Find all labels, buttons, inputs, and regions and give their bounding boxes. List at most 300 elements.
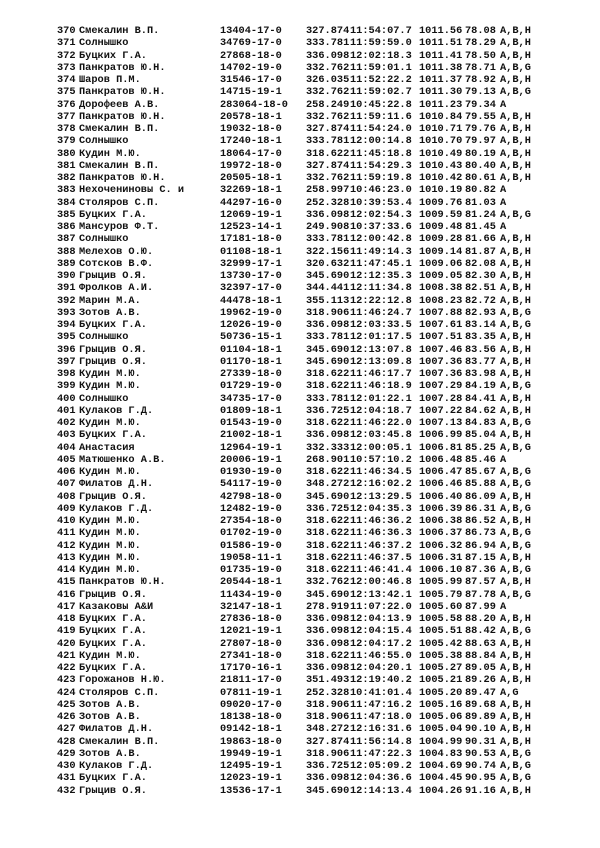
- categories: A,B,H: [500, 110, 531, 123]
- row-number: 406: [57, 466, 76, 478]
- arrival-time: 12:04:15.4: [350, 625, 412, 638]
- arrival-time: 12:04:35.3: [350, 502, 412, 515]
- arrival-time: 11:54:29.3: [350, 159, 412, 172]
- categories: A,B,H: [500, 270, 531, 282]
- arrival-time: 11:46:41.4: [350, 564, 412, 576]
- categories: A,B,H: [500, 25, 531, 37]
- results-list: [0, 25, 600, 797]
- result-row: [0, 540, 600, 552]
- ring-number: 32147-18-1: [220, 600, 282, 613]
- speed: 1007.36: [419, 368, 463, 380]
- ring-number: 21002-18-1: [220, 429, 282, 442]
- speed: 1010.84: [419, 110, 463, 123]
- row-number: 421: [57, 649, 76, 662]
- row-number: 372: [57, 49, 76, 62]
- result-row: [0, 184, 600, 196]
- owner-name: Смекалин В.П.: [79, 159, 160, 172]
- owner-name: Грыцив О.Я.: [79, 270, 147, 282]
- arrival-time: 11:45:18.8: [350, 147, 412, 160]
- owner-name: Зотов А.В.: [79, 306, 141, 319]
- result-row: [0, 344, 600, 356]
- distance: 268.901: [306, 453, 350, 466]
- percent: 87.15: [465, 551, 496, 564]
- percent: 90.74: [465, 760, 496, 772]
- categories: A,B,H: [500, 404, 531, 417]
- row-number: 429: [57, 747, 76, 760]
- row-number: 407: [57, 478, 76, 491]
- owner-name: Кудин М.Ю.: [79, 147, 141, 160]
- percent: 85.88: [465, 478, 496, 491]
- owner-name: Зотов А.В.: [79, 698, 141, 711]
- percent: 87.36: [465, 564, 496, 576]
- percent: 85.25: [465, 441, 496, 454]
- result-row: [0, 650, 600, 662]
- speed: 1006.99: [419, 429, 463, 442]
- owner-name: Кудин М.Ю.: [79, 417, 141, 429]
- speed: 1010.19: [419, 184, 463, 197]
- percent: 89.05: [465, 662, 496, 674]
- result-row: [0, 760, 600, 772]
- ring-number: 12523-14-1: [220, 221, 282, 233]
- arrival-time: 12:03:33.5: [350, 319, 412, 331]
- ring-number: 01586-19-0: [220, 539, 282, 552]
- speed: 1005.20: [419, 686, 463, 699]
- row-number: 403: [57, 429, 76, 442]
- distance: 333.781: [306, 331, 350, 344]
- owner-name: Нехочениновы С. и: [79, 184, 185, 197]
- categories: A,B,H: [500, 355, 531, 368]
- ring-number: 13536-17-1: [220, 784, 282, 797]
- distance: 345.690: [306, 270, 350, 282]
- percent: 82.30: [465, 270, 496, 282]
- owner-name: Грыцив О.Я.: [79, 588, 147, 601]
- owner-name: Грыцив О.Я.: [79, 784, 147, 797]
- percent: 85.04: [465, 429, 496, 442]
- distance: 345.690: [306, 784, 350, 797]
- owner-name: Буцких Г.А.: [79, 625, 147, 638]
- categories: A,B,G: [500, 208, 531, 221]
- categories: A,B,H: [500, 429, 531, 442]
- ring-number: 283064-18-0: [220, 98, 288, 111]
- arrival-time: 11:52:22.2: [350, 74, 412, 86]
- arrival-time: 11:46:55.0: [350, 649, 412, 662]
- arrival-time: 11:59:01.1: [350, 61, 412, 74]
- distance: 333.781: [306, 37, 350, 50]
- row-number: 427: [57, 723, 76, 736]
- ring-number: 20006-19-1: [220, 453, 282, 466]
- owner-name: Зотов А.В.: [79, 711, 141, 723]
- distance: 348.272: [306, 478, 350, 491]
- owner-name: Буцких Г.А.: [79, 613, 147, 625]
- ring-number: 19972-18-0: [220, 159, 282, 172]
- distance: 336.098: [306, 208, 350, 221]
- owner-name: Кудин М.Ю.: [79, 515, 141, 527]
- ring-number: 01702-19-0: [220, 527, 282, 540]
- ring-number: 01108-18-1: [220, 245, 282, 258]
- arrival-time: 12:04:20.1: [350, 662, 412, 674]
- result-row: [0, 785, 600, 797]
- percent: 80.82: [465, 184, 496, 197]
- distance: 355.113: [306, 294, 350, 307]
- arrival-time: 10:57:10.2: [350, 453, 412, 466]
- row-number: 390: [57, 270, 76, 282]
- ring-number: 11434-19-0: [220, 588, 282, 601]
- percent: 84.19: [465, 380, 496, 393]
- ring-number: 32999-17-1: [220, 257, 282, 270]
- ring-number: 12021-19-1: [220, 625, 282, 638]
- owner-name: Буцких Г.А.: [79, 319, 147, 331]
- ring-number: 27354-18-0: [220, 515, 282, 527]
- speed: 1006.37: [419, 527, 463, 540]
- row-number: 426: [57, 711, 76, 723]
- distance: 348.272: [306, 723, 350, 736]
- categories: A,B,H: [500, 711, 531, 723]
- categories: A,B,H: [500, 723, 531, 736]
- distance: 318.622: [306, 368, 350, 380]
- owner-name: Филатов Д.Н.: [79, 723, 154, 736]
- result-row: [0, 527, 600, 539]
- distance: 327.874: [306, 123, 350, 135]
- result-row: [0, 711, 600, 723]
- owner-name: Грыцив О.Я.: [79, 490, 147, 503]
- arrival-time: 11:59:02.7: [350, 86, 412, 99]
- distance: 318.622: [306, 564, 350, 576]
- speed: 1010.71: [419, 123, 463, 135]
- distance: 345.690: [306, 490, 350, 503]
- percent: 79.76: [465, 123, 496, 135]
- result-row: [0, 282, 600, 294]
- speed: 1007.29: [419, 380, 463, 393]
- ring-number: 01104-18-1: [220, 343, 282, 356]
- percent: 85.46: [465, 453, 496, 466]
- percent: 86.94: [465, 539, 496, 552]
- row-number: 423: [57, 674, 76, 687]
- result-row: [0, 503, 600, 515]
- owner-name: Фролков А.И.: [79, 282, 154, 295]
- ring-number: 20505-18-1: [220, 172, 282, 184]
- arrival-time: 12:04:36.6: [350, 772, 412, 785]
- distance: 326.035: [306, 74, 350, 86]
- result-row: [0, 25, 600, 37]
- categories: A,B,H: [500, 245, 531, 258]
- speed: 1010.70: [419, 135, 463, 148]
- result-row: [0, 148, 600, 160]
- row-number: 387: [57, 233, 76, 246]
- ring-number: 34769-17-0: [220, 37, 282, 50]
- speed: 1007.28: [419, 392, 463, 405]
- result-row: [0, 380, 600, 392]
- arrival-time: 11:46:36.3: [350, 527, 412, 540]
- speed: 1006.31: [419, 551, 463, 564]
- speed: 1009.14: [419, 245, 463, 258]
- result-row: [0, 307, 600, 319]
- categories: A,B,H: [500, 343, 531, 356]
- distance: 336.098: [306, 625, 350, 638]
- ring-number: 12964-19-1: [220, 441, 282, 454]
- row-number: 404: [57, 441, 76, 454]
- arrival-time: 11:07:22.0: [350, 600, 412, 613]
- arrival-time: 11:46:22.0: [350, 417, 412, 429]
- row-number: 381: [57, 159, 76, 172]
- speed: 1006.32: [419, 539, 463, 552]
- owner-name: Кулаков Г.Д.: [79, 404, 154, 417]
- speed: 1004.83: [419, 747, 463, 760]
- percent: 79.55: [465, 110, 496, 123]
- ring-number: 19949-19-1: [220, 747, 282, 760]
- distance: 333.781: [306, 135, 350, 148]
- percent: 78.92: [465, 74, 496, 86]
- owner-name: Кудин М.Ю.: [79, 368, 141, 380]
- ring-number: 12482-19-0: [220, 502, 282, 515]
- row-number: 389: [57, 257, 76, 270]
- owner-name: Панкратов Ю.Н.: [79, 86, 166, 99]
- result-row: [0, 613, 600, 625]
- row-number: 385: [57, 208, 76, 221]
- categories: A,B,H: [500, 784, 531, 797]
- result-row: [0, 246, 600, 258]
- categories: A,B,H: [500, 159, 531, 172]
- arrival-time: 10:41:01.4: [350, 686, 412, 699]
- owner-name: Мансуров Ф.Т.: [79, 221, 160, 233]
- row-number: 378: [57, 123, 76, 135]
- ring-number: 54117-19-0: [220, 478, 282, 491]
- arrival-time: 12:01:17.5: [350, 331, 412, 344]
- percent: 90.95: [465, 772, 496, 785]
- owner-name: Солнышко: [79, 37, 129, 50]
- owner-name: Грыцив О.Я.: [79, 343, 147, 356]
- arrival-time: 12:04:17.2: [350, 637, 412, 650]
- speed: 1006.39: [419, 502, 463, 515]
- distance: 322.156: [306, 245, 350, 258]
- categories: A,B,G: [500, 319, 531, 331]
- arrival-time: 11:59:11.6: [350, 110, 412, 123]
- result-row: [0, 197, 600, 209]
- arrival-time: 12:13:29.5: [350, 490, 412, 503]
- arrival-time: 12:04:18.7: [350, 404, 412, 417]
- categories: A,B,G: [500, 527, 531, 540]
- distance: 351.493: [306, 674, 350, 687]
- owner-name: Буцких Г.А.: [79, 662, 147, 674]
- owner-name: Солнышко: [79, 331, 129, 344]
- percent: 81.03: [465, 196, 496, 209]
- categories: A,B,G: [500, 588, 531, 601]
- categories: A: [500, 221, 507, 233]
- distance: 333.781: [306, 392, 350, 405]
- categories: A,B,G: [500, 61, 531, 74]
- arrival-time: 11:56:14.8: [350, 735, 412, 748]
- percent: 86.52: [465, 515, 496, 527]
- categories: A,B,H: [500, 368, 531, 380]
- percent: 78.29: [465, 37, 496, 50]
- categories: A,B,H: [500, 233, 531, 246]
- ring-number: 18138-18-0: [220, 711, 282, 723]
- distance: 336.098: [306, 772, 350, 785]
- ring-number: 32269-18-1: [220, 184, 282, 197]
- percent: 78.71: [465, 61, 496, 74]
- distance: 318.622: [306, 147, 350, 160]
- distance: 320.632: [306, 257, 350, 270]
- row-number: 428: [57, 735, 76, 748]
- row-number: 394: [57, 319, 76, 331]
- arrival-time: 11:46:24.7: [350, 306, 412, 319]
- row-number: 396: [57, 343, 76, 356]
- row-number: 376: [57, 98, 76, 111]
- distance: 318.622: [306, 649, 350, 662]
- percent: 89.47: [465, 686, 496, 699]
- owner-name: Панкратов Ю.Н.: [79, 110, 166, 123]
- percent: 83.98: [465, 368, 496, 380]
- owner-name: Матюшенко А.В.: [79, 453, 166, 466]
- result-row: [0, 393, 600, 405]
- ring-number: 01170-18-1: [220, 355, 282, 368]
- categories: A,B,H: [500, 294, 531, 307]
- distance: 336.098: [306, 662, 350, 674]
- row-number: 370: [57, 25, 76, 37]
- categories: A,B,H: [500, 674, 531, 687]
- distance: 332.762: [306, 61, 350, 74]
- percent: 89.68: [465, 698, 496, 711]
- distance: 336.098: [306, 429, 350, 442]
- categories: A,B,G: [500, 564, 531, 576]
- distance: 252.328: [306, 196, 350, 209]
- result-row: [0, 515, 600, 527]
- row-number: 371: [57, 37, 76, 50]
- speed: 1007.13: [419, 417, 463, 429]
- row-number: 379: [57, 135, 76, 148]
- arrival-time: 12:01:22.1: [350, 392, 412, 405]
- arrival-time: 12:13:09.8: [350, 355, 412, 368]
- row-number: 410: [57, 515, 76, 527]
- distance: 318.906: [306, 306, 350, 319]
- owner-name: Кудин М.Ю.: [79, 539, 141, 552]
- result-row: [0, 601, 600, 613]
- categories: A,B,G: [500, 306, 531, 319]
- categories: A,B,H: [500, 662, 531, 674]
- ring-number: 01543-19-0: [220, 417, 282, 429]
- owner-name: Марин М.А.: [79, 294, 141, 307]
- percent: 83.77: [465, 355, 496, 368]
- arrival-time: 11:46:18.9: [350, 380, 412, 393]
- ring-number: 31546-17-0: [220, 74, 282, 86]
- arrival-time: 11:47:16.2: [350, 698, 412, 711]
- row-number: 408: [57, 490, 76, 503]
- owner-name: Смекалин В.П.: [79, 735, 160, 748]
- owner-name: Столяров С.П.: [79, 196, 160, 209]
- categories: A,B,G: [500, 760, 531, 772]
- categories: A: [500, 600, 507, 613]
- arrival-time: 11:47:18.0: [350, 711, 412, 723]
- owner-name: Солнышко: [79, 233, 129, 246]
- result-row: [0, 687, 600, 699]
- distance: 345.690: [306, 588, 350, 601]
- result-row: [0, 736, 600, 748]
- distance: 258.249: [306, 98, 350, 111]
- percent: 88.42: [465, 625, 496, 638]
- arrival-time: 12:04:13.9: [350, 613, 412, 625]
- result-row: [0, 295, 600, 307]
- result-row: [0, 86, 600, 98]
- speed: 1006.38: [419, 515, 463, 527]
- result-row: [0, 37, 600, 49]
- ring-number: 14702-19-0: [220, 61, 282, 74]
- distance: 345.690: [306, 343, 350, 356]
- categories: A,G: [500, 686, 519, 699]
- categories: A,B,G: [500, 86, 531, 99]
- result-row: [0, 772, 600, 784]
- categories: A,B,H: [500, 135, 531, 148]
- row-number: 432: [57, 784, 76, 797]
- percent: 85.67: [465, 466, 496, 478]
- ring-number: 27339-18-0: [220, 368, 282, 380]
- speed: 1005.16: [419, 698, 463, 711]
- speed: 1007.46: [419, 343, 463, 356]
- distance: 336.725: [306, 760, 350, 772]
- owner-name: Буцких Г.А.: [79, 429, 147, 442]
- arrival-time: 12:16:31.6: [350, 723, 412, 736]
- ring-number: 42798-18-0: [220, 490, 282, 503]
- distance: 318.622: [306, 515, 350, 527]
- categories: A: [500, 98, 507, 111]
- row-number: 377: [57, 110, 76, 123]
- result-row: [0, 491, 600, 503]
- owner-name: Кулаков Г.Д.: [79, 760, 154, 772]
- owner-name: Кудин М.Ю.: [79, 649, 141, 662]
- arrival-time: 12:13:07.8: [350, 343, 412, 356]
- owner-name: Кудин М.Ю.: [79, 380, 141, 393]
- arrival-time: 10:45:22.8: [350, 98, 412, 111]
- categories: A,B,H: [500, 123, 531, 135]
- owner-name: Зотов А.В.: [79, 747, 141, 760]
- distance: 332.762: [306, 576, 350, 589]
- speed: 1004.26: [419, 784, 463, 797]
- speed: 1010.43: [419, 159, 463, 172]
- percent: 79.97: [465, 135, 496, 148]
- arrival-time: 11:59:19.8: [350, 172, 412, 184]
- arrival-time: 12:14:13.4: [350, 784, 412, 797]
- row-number: 374: [57, 74, 76, 86]
- percent: 87.99: [465, 600, 496, 613]
- speed: 1005.38: [419, 649, 463, 662]
- speed: 1005.58: [419, 613, 463, 625]
- result-row: [0, 160, 600, 172]
- distance: 252.328: [306, 686, 350, 699]
- distance: 336.098: [306, 319, 350, 331]
- distance: 332.762: [306, 110, 350, 123]
- result-row: [0, 625, 600, 637]
- row-number: 395: [57, 331, 76, 344]
- row-number: 415: [57, 576, 76, 589]
- result-row: [0, 123, 600, 135]
- ring-number: 12023-19-1: [220, 772, 282, 785]
- distance: 318.906: [306, 747, 350, 760]
- distance: 336.098: [306, 637, 350, 650]
- percent: 86.31: [465, 502, 496, 515]
- distance: 318.622: [306, 539, 350, 552]
- percent: 90.10: [465, 723, 496, 736]
- speed: 1009.76: [419, 196, 463, 209]
- speed: 1011.23: [419, 98, 463, 111]
- result-row: [0, 429, 600, 441]
- owner-name: Панкратов Ю.Н.: [79, 576, 166, 589]
- percent: 86.73: [465, 527, 496, 540]
- arrival-time: 12:12:35.3: [350, 270, 412, 282]
- speed: 1008.23: [419, 294, 463, 307]
- speed: 1004.45: [419, 772, 463, 785]
- result-row: [0, 417, 600, 429]
- row-number: 386: [57, 221, 76, 233]
- ring-number: 07811-19-1: [220, 686, 282, 699]
- speed: 1009.28: [419, 233, 463, 246]
